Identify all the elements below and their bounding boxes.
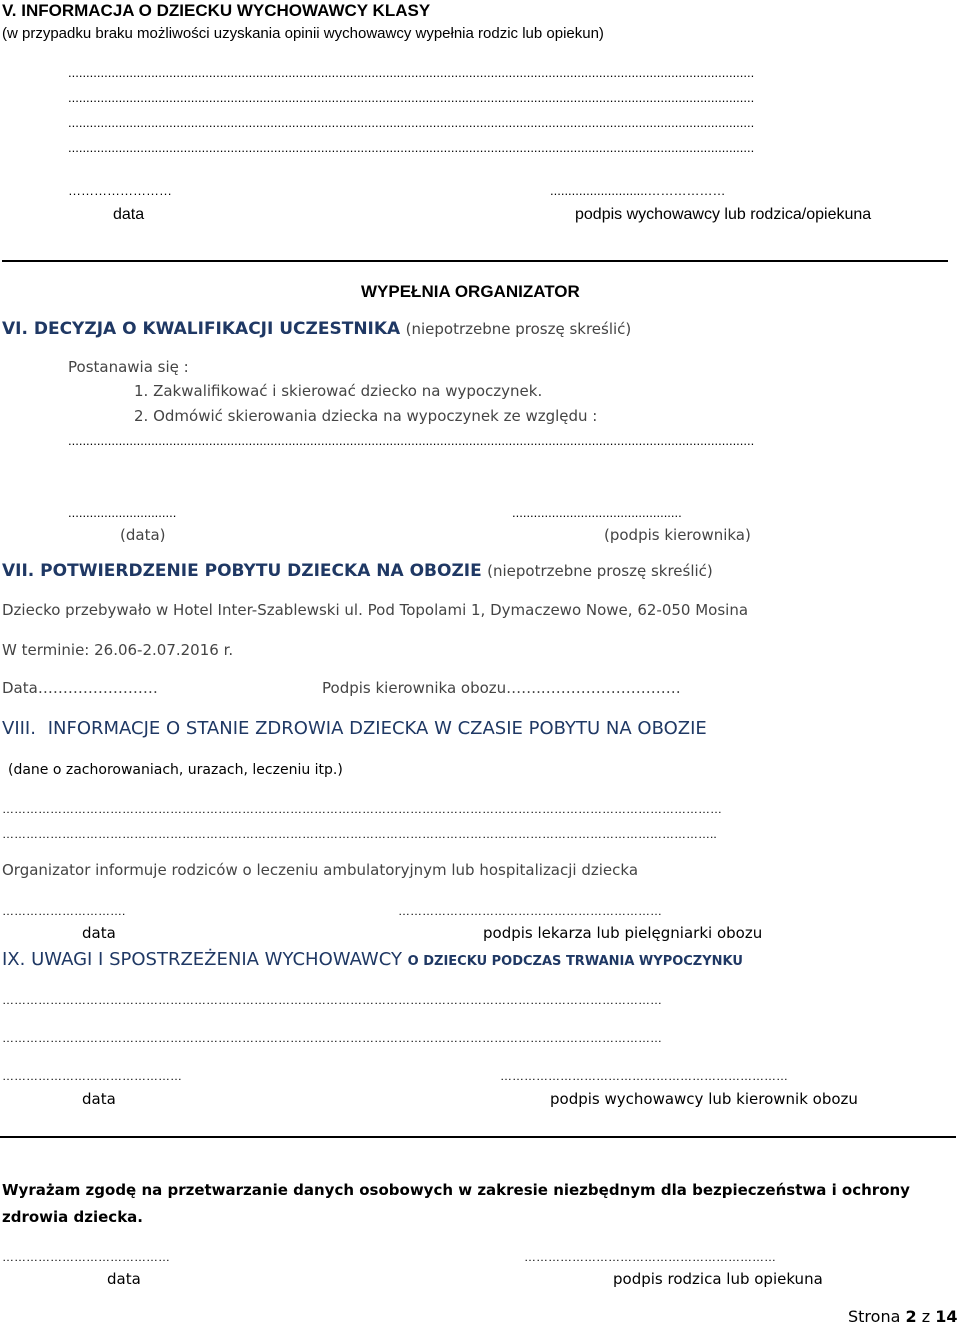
consent-line-1: Wyrażam zgodę na przetwarzanie danych osobowych w zakresie niezbędnym dla bezpieczeństwa i ochrony bbox=[2, 1181, 910, 1199]
section7-note: (niepotrzebne proszę skreślić) bbox=[487, 562, 713, 580]
section6-signature-dots: ............................................... bbox=[512, 506, 682, 519]
section6-heading bbox=[2, 321, 631, 338]
section8-note: (dane o zachorowaniach, urazach, leczeniu itp.) bbox=[8, 762, 343, 778]
section9-dots-line-2: ………………………………………………………………………………………………………………………………………………… bbox=[2, 1032, 662, 1044]
separator-line bbox=[2, 260, 948, 262]
section6-date-label: (data) bbox=[120, 526, 166, 544]
section8-dots-line-1: ……………………………………………………………………………………………………………………………………………………………… bbox=[2, 803, 722, 815]
page-strona: Strona bbox=[848, 1307, 901, 1326]
section5-date-label: data bbox=[113, 206, 145, 223]
page-current: 2 bbox=[905, 1307, 917, 1326]
section5-title: V. INFORMACJA O DZIECKU WYCHOWAWCY KLASY bbox=[2, 1, 431, 20]
consent-date-label: data bbox=[107, 1270, 141, 1288]
section9-heading bbox=[2, 951, 743, 969]
section8-date-label: data bbox=[82, 924, 116, 942]
section6-option-1: 1. Zakwalifikować i skierować dziecko na wypoczynek. bbox=[134, 382, 543, 400]
section8-info: Organizator informuje rodziców o leczeniu ambulatoryjnym lub hospitalizacji dziecka bbox=[2, 861, 639, 879]
section5-date-dots: …………………… bbox=[68, 184, 172, 197]
section5-dots-line-2: .............................................................................................................................................................................................. bbox=[68, 91, 755, 104]
section6-date-dots: .............................. bbox=[68, 506, 177, 519]
section9-date-label: data bbox=[82, 1090, 116, 1108]
section7-date-field: Data…………………… bbox=[2, 679, 158, 697]
section6-title: VI. DECYZJA O KWALIFIKACJI UCZESTNIKA bbox=[2, 319, 401, 339]
section8-heading bbox=[2, 720, 707, 738]
section8-date-dots: …………………………. bbox=[2, 905, 126, 917]
section6-resolves: Postanawia się : bbox=[68, 358, 189, 376]
section8-signature-dots: ………………………………………………………… bbox=[398, 905, 662, 917]
section7-heading bbox=[2, 563, 713, 580]
section6-dots-line: .............................................................................................................................................................................................. bbox=[68, 434, 755, 447]
consent-line-2: zdrowia dziecka. bbox=[2, 1208, 143, 1226]
section8-signature-label: podpis lekarza lub pielęgniarki obozu bbox=[483, 924, 763, 942]
section5-signature-label: podpis wychowawcy lub rodzica/opiekuna bbox=[575, 206, 872, 223]
section5-dots-line-4: .............................................................................................................................................................................................. bbox=[68, 141, 755, 154]
section6-option-2: 2. Odmówić skierowania dziecka na wypoczynek ze względu : bbox=[134, 407, 598, 425]
consent-signature-label: podpis rodzica lub opiekuna bbox=[613, 1270, 823, 1288]
consent-signature-dots: ……………………………………………………… bbox=[524, 1251, 776, 1263]
organizer-heading: WYPEŁNIA ORGANIZATOR bbox=[361, 282, 580, 301]
section5-signature-dots: ...........................……………… bbox=[550, 184, 726, 197]
section9-signature-label: podpis wychowawcy lub kierownik obozu bbox=[550, 1090, 858, 1108]
section8-title: INFORMACJE O STANIE ZDROWIA DZIECKA W CZASIE POBYTU NA OBOZIE bbox=[47, 718, 707, 739]
section9-date-dots: ……………………………………… bbox=[2, 1070, 182, 1082]
section6-note: (niepotrzebne proszę skreślić) bbox=[405, 320, 632, 338]
section8-number: VIII. bbox=[2, 718, 36, 739]
section9-dots-line-1: ………………………………………………………………………………………………………………………………………………… bbox=[2, 994, 662, 1006]
section9-title-main: IX. UWAGI I SPOSTRZEŻENIA WYCHOWAWCY bbox=[2, 949, 402, 970]
separator-line-2 bbox=[0, 1136, 956, 1138]
page-number bbox=[848, 1309, 957, 1325]
section5-dots-line-3: .............................................................................................................................................................................................. bbox=[68, 116, 755, 129]
section9-signature-dots: ……………………………………………………………… bbox=[500, 1070, 788, 1082]
consent-date-dots: …………………………………… bbox=[2, 1251, 170, 1263]
section5-subtitle: (w przypadku braku możliwości uzyskania opinii wychowawcy wypełnia rodzic lub opiekun) bbox=[2, 25, 604, 42]
section8-dots-line-2: …………………………………………………………………………………………………………………………………………………………….. bbox=[2, 828, 717, 840]
page-total: 14 bbox=[935, 1307, 958, 1326]
section5-dots-line-1: .............................................................................................................................................................................................. bbox=[68, 66, 755, 79]
page-z: z bbox=[921, 1307, 931, 1326]
section6-signature-label: (podpis kierownika) bbox=[604, 526, 751, 544]
section9-title-small: O DZIECKU PODCZAS TRWANIA WYPOCZYNKU bbox=[407, 954, 743, 969]
section7-title: VII. POTWIERDZENIE POBYTU DZIECKA NA OBOZIE bbox=[2, 561, 482, 581]
section7-stay: Dziecko przebywało w Hotel Inter-Szablewski ul. Pod Topolami 1, Dymaczewo Nowe, 62-050 Mosina bbox=[2, 601, 749, 619]
section7-signature-field: Podpis kierownika obozu……..……………………… bbox=[322, 679, 681, 697]
section7-term: W terminie: 26.06-2.07.2016 r. bbox=[2, 641, 234, 659]
